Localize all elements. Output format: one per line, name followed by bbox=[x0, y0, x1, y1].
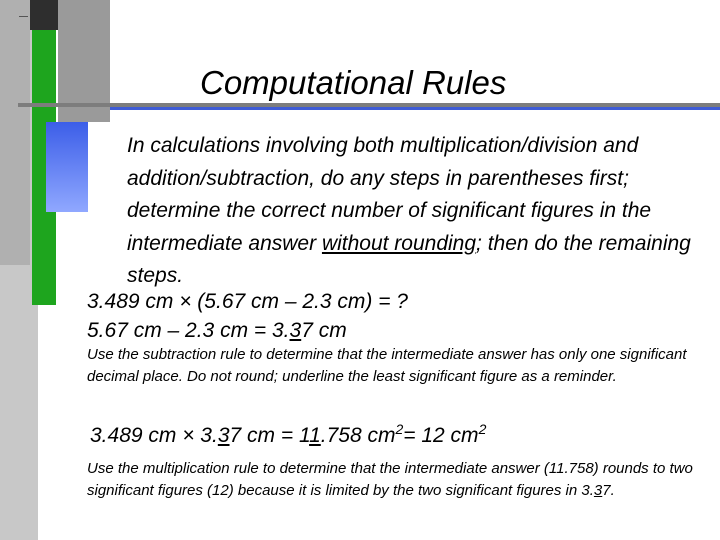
decor-dark-square bbox=[30, 0, 58, 30]
decor-blue-block bbox=[46, 122, 88, 212]
step2-part-a: 3.489 cm × 3. bbox=[90, 424, 218, 447]
decor-tick bbox=[19, 16, 28, 17]
subtraction-step bbox=[87, 316, 408, 345]
step2-exponent-1: 2 bbox=[395, 421, 404, 437]
intro-underlined: without rounding bbox=[321, 231, 477, 255]
intro-paragraph bbox=[127, 130, 717, 293]
intro-text: In calculations involving both multiplication/division and addition/subtraction, do any steps in parentheses first; determine the correct number of significant figures in the intermediate answer bbox=[127, 134, 652, 255]
problem-equation: 3.489 cm × (5.67 cm – 2.3 cm) = ? bbox=[87, 290, 408, 313]
note2-underlined-digit: 3 bbox=[593, 481, 603, 499]
step2-underlined-digit-2: 1 bbox=[309, 424, 321, 447]
note2-text: Use the multiplication rule to determine that the intermediate answer (11.758) rounds to two significant figures (12) because it is limited by the two significant figures in 3. bbox=[87, 460, 693, 499]
slide-title: Computational Rules bbox=[200, 64, 507, 101]
decor-title-rule-blue bbox=[110, 107, 720, 110]
step2-part-c: .758 cm bbox=[320, 424, 396, 447]
step1-text: 5.67 cm – 2.3 cm = 3. bbox=[87, 319, 290, 342]
step2-part-b: 7 cm = 1 bbox=[229, 424, 310, 447]
multiplication-step bbox=[90, 421, 486, 448]
step2-exponent-2: 2 bbox=[478, 421, 487, 437]
step1-text-end: 7 cm bbox=[301, 319, 347, 342]
multiplication-note bbox=[87, 458, 697, 501]
step1-underlined-digit: 3 bbox=[289, 319, 302, 342]
note2-text-end: 7. bbox=[602, 481, 615, 499]
step2-part-d: = 12 cm bbox=[403, 424, 479, 447]
equations-block bbox=[87, 287, 408, 345]
step2-underlined-digit-1: 3 bbox=[217, 424, 230, 447]
intro-text-end: ; then do the remaining steps. bbox=[127, 231, 691, 287]
decor-gray-block bbox=[0, 0, 30, 265]
subtraction-note: Use the subtraction rule to determine that the intermediate answer has only one significant decimal place. Do not round; underline the least significant figure as a reminder. bbox=[87, 346, 687, 385]
